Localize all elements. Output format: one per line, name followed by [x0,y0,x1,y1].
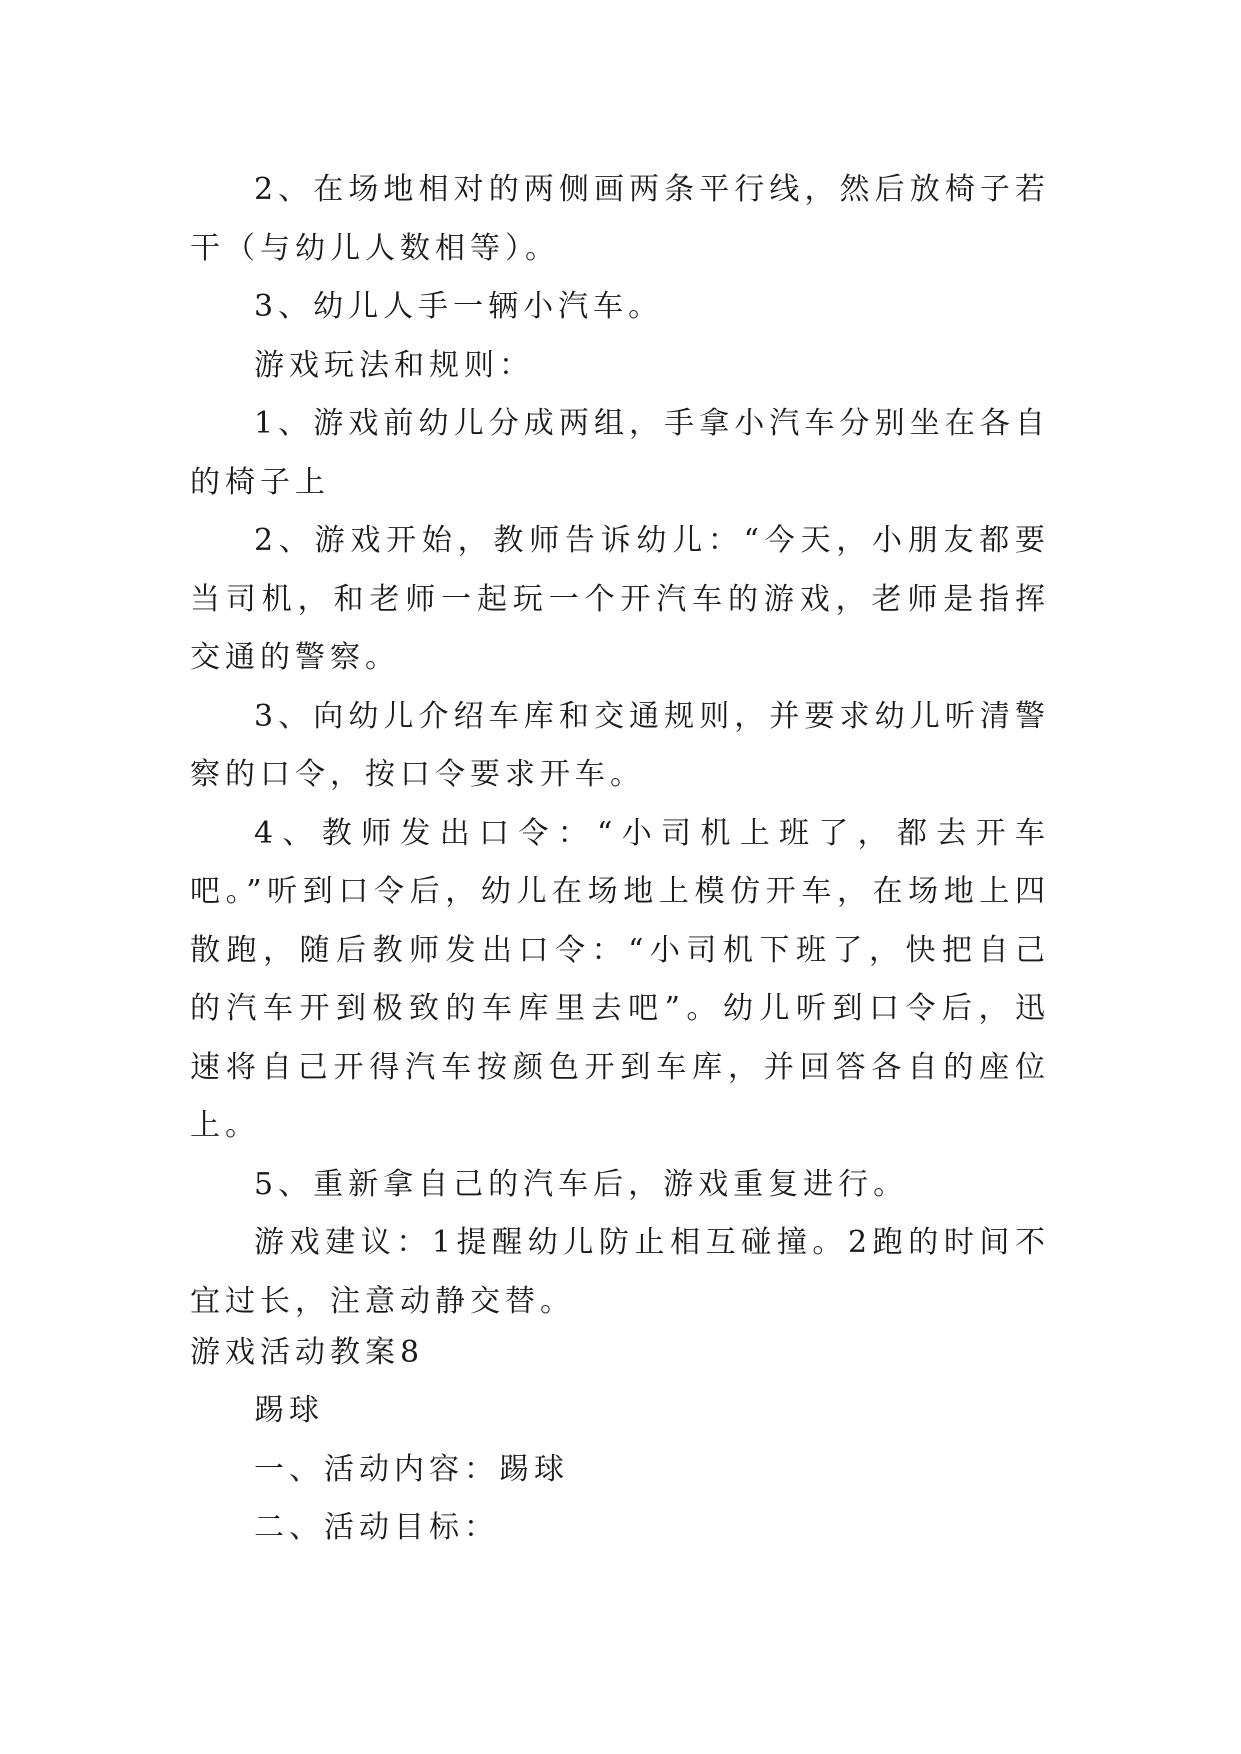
paragraph-rule-1: 1、游戏前幼儿分成两组，手拿小汽车分别坐在各自的椅子上 [190,406,1050,500]
section-line-content: 一、活动内容：踢球 [254,1451,569,1487]
document-body [190,161,1050,1331]
paragraph-rule-2: 2、游戏开始，教师告诉幼儿：“今天，小朋友都要当司机，和老师一起玩一个开汽车的游戏，老师是指挥交通的警察。 [190,523,1050,675]
section-body [190,1382,1050,1558]
paragraph-suggestions: 游戏建议：1提醒幼儿防止相互碰撞。2跑的时间不宜过长，注意动静交替。 [190,1225,1050,1319]
paragraph-rules-heading: 游戏玩法和规则： [254,347,534,383]
paragraph-rule-3: 3、向幼儿介绍车库和交通规则，并要求幼儿听清警察的口令，按口令要求开车。 [190,698,1050,792]
paragraph-toy-cars: 3、幼儿人手一辆小汽车。 [254,289,664,324]
section-line-goals: 二、活动目标： [254,1510,499,1545]
paragraph-rule-4: 4、教师发出口令：“小司机上班了，都去开车吧。”听到口令后，幼儿在场地上模仿开车，在场地上四散跑，随后教师发出口令：“小司机下班了，快把自己的汽车开到极致的车库里去吧”。幼儿听到口令后，迅速将自己开得汽车按颜色开到车库，并回答各自的座位上。 [190,815,1050,1143]
section-line-kick-ball: 踢球 [254,1393,324,1428]
paragraph-rule-5: 5、重新拿自己的汽车后，游戏重复进行。 [254,1166,909,1202]
paragraph-setup-lines: 2、在场地相对的两侧画两条平行线，然后放椅子若干（与幼儿人数相等）。 [190,172,1050,266]
section-title: 游戏活动教案8 [190,1335,425,1370]
